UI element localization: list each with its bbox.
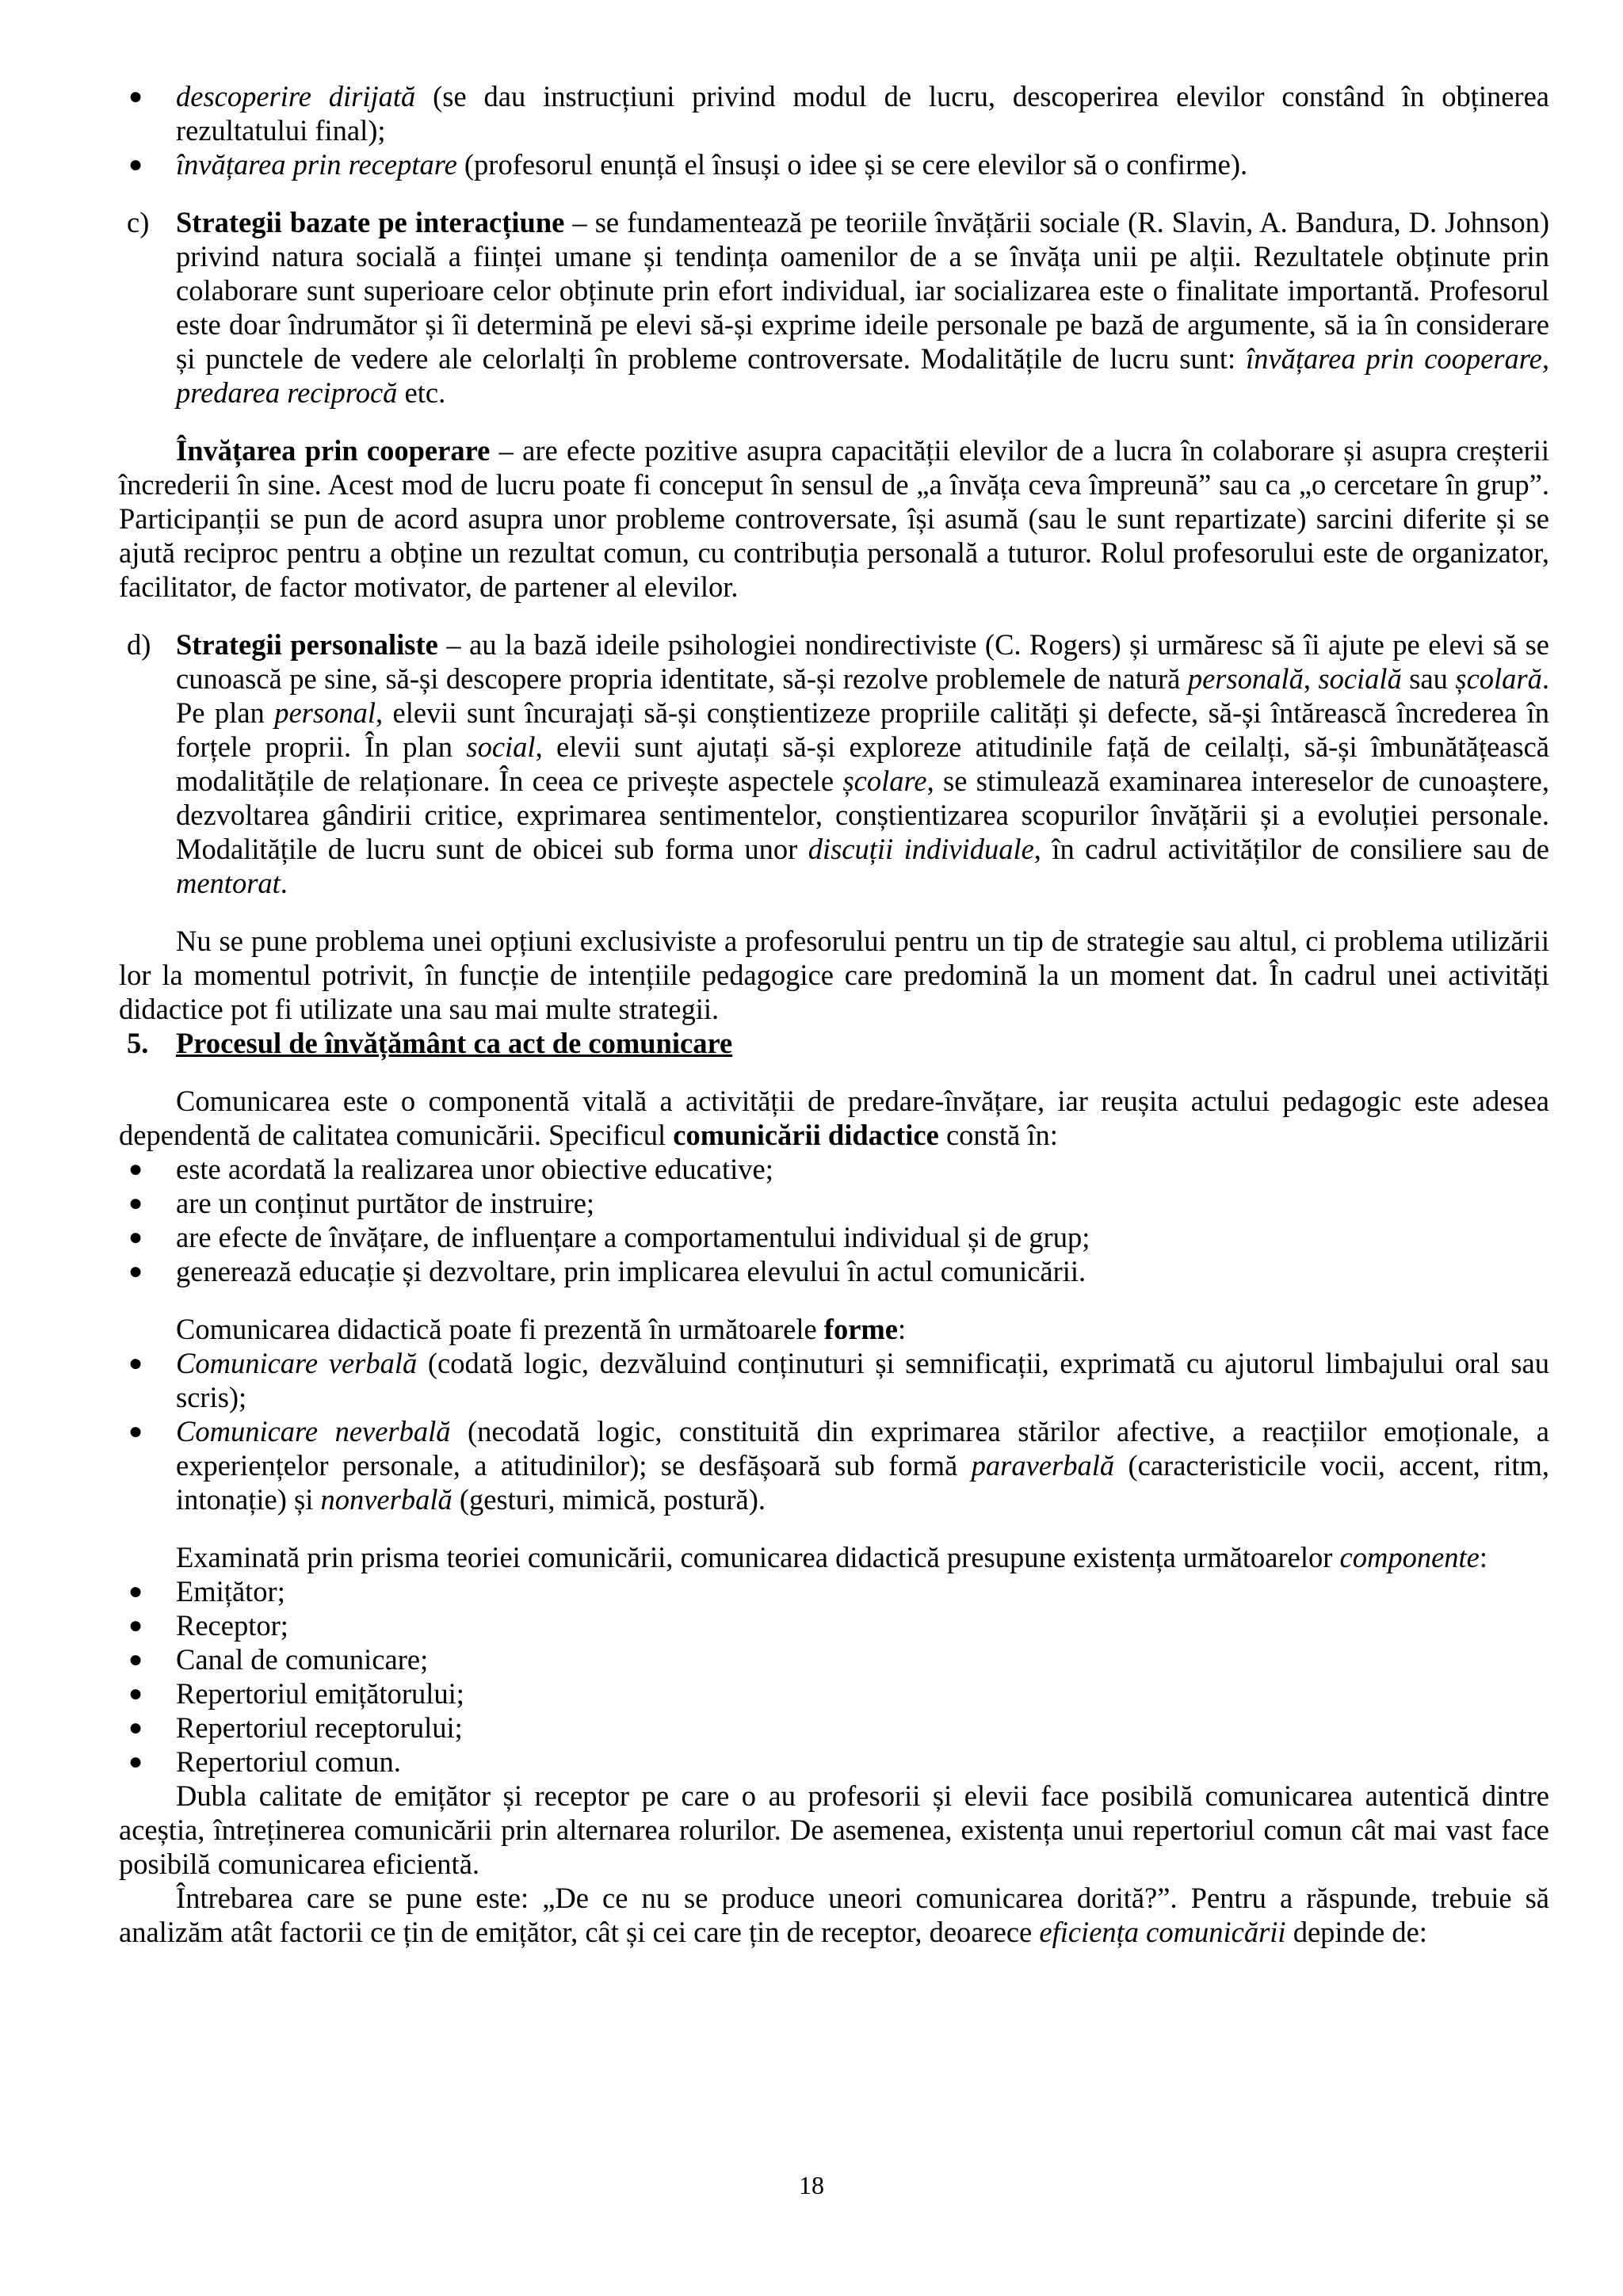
page-number: 18 [799,2171,824,2199]
methods-bullet-list [119,79,1549,181]
components-intro-paragraph: Examinată prin prisma teoriei comunicării, comunicarea didactică presupune existența următoarelor componente: [176,1541,1488,1573]
section-d-title: Strategii personaliste [176,628,438,661]
list-item: ● descoperire dirijată (se dau instrucțiuni privind modul de lucru, descoperirea elevilor constând în obținerea rezultatului final); [128,80,1549,147]
forms-intro-paragraph: Comunicarea didactică poate fi prezentă în următoarele forme: [176,1313,907,1345]
section-d-personalist-strategies: d) Strategii personaliste – au la bază ideile psihologiei nondirectiviste (C. Rogers) și urmăresc să îi ajute pe elevi să se cunoască pe sine, să-și descopere propria identitate, să-și rezolve problemele de natură personală, socială sau școlară. Pe plan personal, elevii sunt încurajați să-și conștientizeze propriile calități și defecte, să-și întărească încrederea în forțele proprii. În plan social, elevii sunt ajutați să-și exploreze atitudinile față de ceilalți, să-și îmbunătățească modalitățile de relaționare. În ceea ce privește aspectele școlare, se stimulează examinarea intereselor de cunoaștere, dezvoltarea gândirii critice, exprimarea sentimentelor, conștientizarea scopurilor învățării și a evoluției personale. Modalitățile de lucru sunt de obicei sub forma unor discuții individuale, în cadrul activităților de consiliere sau de mentorat. [127,628,1550,899]
bullet-icon: ● [128,151,143,177]
cooperative-learning-title: Învățarea prin cooperare [176,434,491,467]
bullet-icon: ● [128,83,143,109]
list-item: ● este acordată la realizarea unor obiective educative; [128,1153,773,1185]
list-item: ● generează educație și dezvoltare, prin implicarea elevului în actul comunicării. [128,1255,1086,1287]
bullet-icon: ● [128,1646,143,1672]
conclusion-paragraph: Nu se pune problema unei opțiuni exclusiviste a profesorului pentru un tip de strategie sau altul, ci problema utilizării lor la momentul potrivit, în funcție de intențiile pedagogice care predomină la un moment dat. În cadrul unei activități didactice pot fi utilizate una sau mai multe strategii. [119,925,1549,1025]
bullet-icon: ● [128,1578,143,1604]
communication-intro-paragraph: Comunicarea este o componentă vitală a activității de predare-învățare, iar reușita actului pedagogic este adesea dependentă de calitatea comunicării. Specificul comunicării didactice constă în: [119,1085,1549,1151]
section-c-title: Strategii bazate pe interacțiune [176,206,565,238]
section-c-interaction-strategies: c) Strategii bazate pe interacțiune – se fundamentează pe teoriile învățării sociale (R. Slavin, A. Bandura, D. Johnson) privind natura socială a ființei umane și tendința oamenilor de a se învăța unii pe alții. Rezultatele obținute prin colaborare sunt superioare celor obținute prin efort individual, iar socializarea este o finalitate importantă. Profesorul este doar îndrumător și îi determină pe elevi să-și exprime ideile personale pe bază de argumente, să ia în considerare și punctele de vedere ale celorlalți în probleme controversate. Modalitățile de lucru sunt: învățarea prin cooperare, predarea reciprocă etc. [127,206,1549,409]
bullet-icon: ● [128,1350,143,1376]
bullet-icon: ● [128,1224,143,1250]
bullet-icon: ● [128,1190,143,1216]
bullet-icon: ● [128,1714,143,1741]
bullet-icon: ● [128,1680,143,1707]
bullet-icon: ● [128,1749,143,1775]
section-5-heading: 5. Procesul de învățământ ca act de comunicare [127,1027,733,1059]
components-list [119,1574,1549,1779]
bullet-icon: ● [128,1258,143,1284]
bullet-icon: ● [128,1156,143,1182]
list-item: ● învățarea prin receptare (profesorul enunță el însuși o idee și se cere elevilor să o confirme). [128,148,1248,181]
list-item: ● Comunicare neverbală (necodată logic, constituită din exprimarea stărilor afective, a reacțiilor emoționale, a experiențelor personale, a atitudinilor); se desfășoară sub formă paraverbală (caracteristicile vocii, accent, ritm, intonație) și nonverbală (gesturi, mimică, postură). [128,1415,1550,1516]
bullet-icon: ● [128,1418,143,1444]
list-item: ● Comunicare verbală (codată logic, dezvăluind conținuturi și semnificații, exprimată cu ajutorul limbajului oral sau scris); [128,1347,1550,1413]
communication-specifics-list [119,1152,1549,1288]
communication-forms-list [119,1346,1549,1516]
document-page [119,79,1549,1949]
bullet-icon: ● [128,1612,143,1638]
question-paragraph: Întrebarea care se pune este: „De ce nu se produce uneori comunicarea dorită?”. Pentru a răspunde, trebuie să analizăm atât factorii ce țin de emițător, cât și cei care țin de receptor, deoarece eficiența comunicării depinde de: [119,1882,1549,1948]
list-item: ● Canal de comunicare; [128,1643,429,1676]
list-item: ● are efecte de învățare, de influențare a comportamentului individual și de grup; [128,1221,1090,1253]
dual-role-paragraph: Dubla calitate de emițător și receptor pe care o au profesorii și elevii face posibilă comunicarea autentică dintre aceștia, întreținerea comunicării prin alternarea rolurilor. De asemenea, existența unui repertoriul comun cât mai vast face posibilă comunicarea eficientă. [119,1779,1549,1880]
list-item: ● Repertoriul receptorului; [128,1711,463,1744]
list-item: ● Emițător; [128,1575,285,1608]
cooperative-learning-paragraph: Învățarea prin cooperare – are efecte pozitive asupra capacității elevilor de a lucra în colaborare și asupra creșterii încrederii în sine. Acest mod de lucru poate fi conceput în sensul de „a învăța ceva împreună” sau ca „o cercetare în grup”. Participanții se pun de acord asupra unor probleme controversate, își asumă (sau le sunt repartizate) sarcini diferite și se ajută reciproc pentru a obține un rezultat comun, cu contribuția personală a tuturor. Rolul profesorului este de organizator, facilitator, de factor motivator, de partener al elevilor. [119,434,1550,603]
list-item: ● Repertoriul emițătorului; [128,1677,464,1710]
list-item: ● Repertoriul comun. [128,1745,401,1778]
list-item: ● are un conținut purtător de instruire; [128,1187,595,1219]
list-item: ● Receptor; [128,1609,288,1642]
